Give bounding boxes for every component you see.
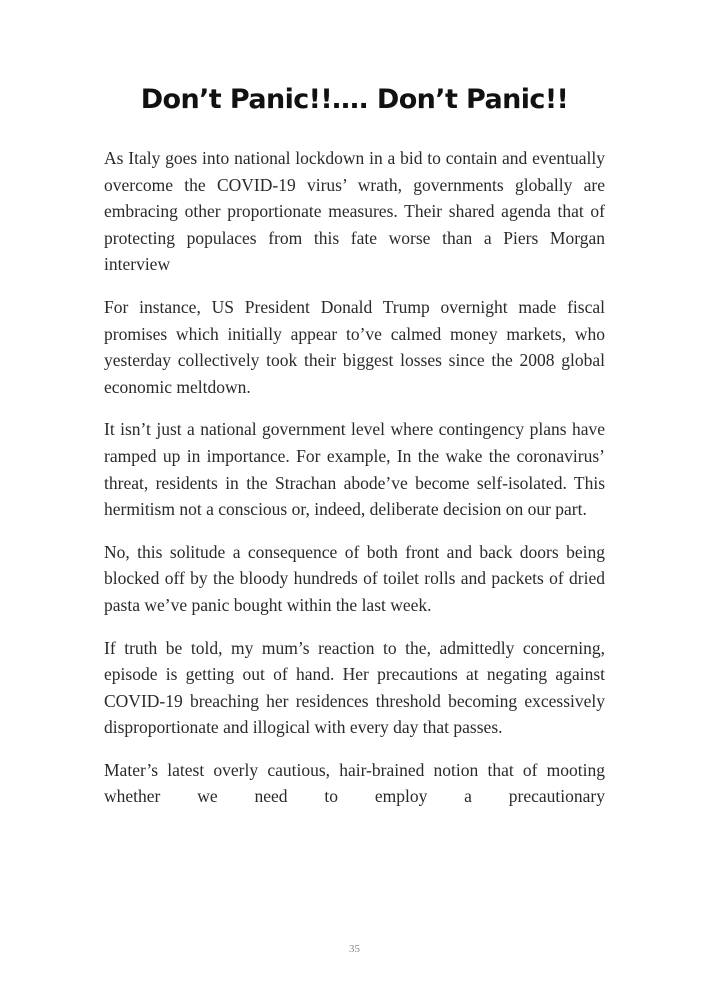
paragraph-3: It isn’t just a national government level where contingency plans have ramped up in importance. For example, In the wake the coronavirus’ threat, residents in the Strachan abode’ve become self-isolated. This hermitism not a conscious or, indeed, deliberate decision on our part.: [104, 419, 605, 520]
page-number: 35: [349, 943, 360, 955]
body-text: [104, 145, 605, 810]
paragraph-1: As Italy goes into national lockdown in a bid to contain and eventually overcome the COVID-19 virus’ wrath, governments globally are embracing other proportionate measures. Their shared agenda that of protecting populaces from this fate worse than a Piers Morgan interview: [104, 148, 605, 275]
paragraph-5: If truth be told, my mum’s reaction to the, admittedly concerning, episode is getting out of hand. Her precautions at negating against COVID-19 breaching her residences threshold becoming excessively disproportionate and illogical with every day that passes.: [104, 637, 605, 738]
paragraph-4: No, this solitude a consequence of both front and back doors being blocked off by the bloody hundreds of toilet rolls and packets of dried pasta we’ve panic bought within the last week.: [104, 541, 605, 615]
paragraph-2: For instance, US President Donald Trump overnight made fiscal promises which initially appear to’ve calmed money markets, who yesterday collectively took their biggest losses since the 2008 global economic meltdown.: [104, 296, 605, 397]
page-title: Don’t Panic!!…. Don’t Panic!!: [140, 84, 569, 115]
paragraph-6: Mater’s latest overly cautious, hair-brained notion that of mooting whether we need to employ a precautionary: [104, 759, 605, 807]
